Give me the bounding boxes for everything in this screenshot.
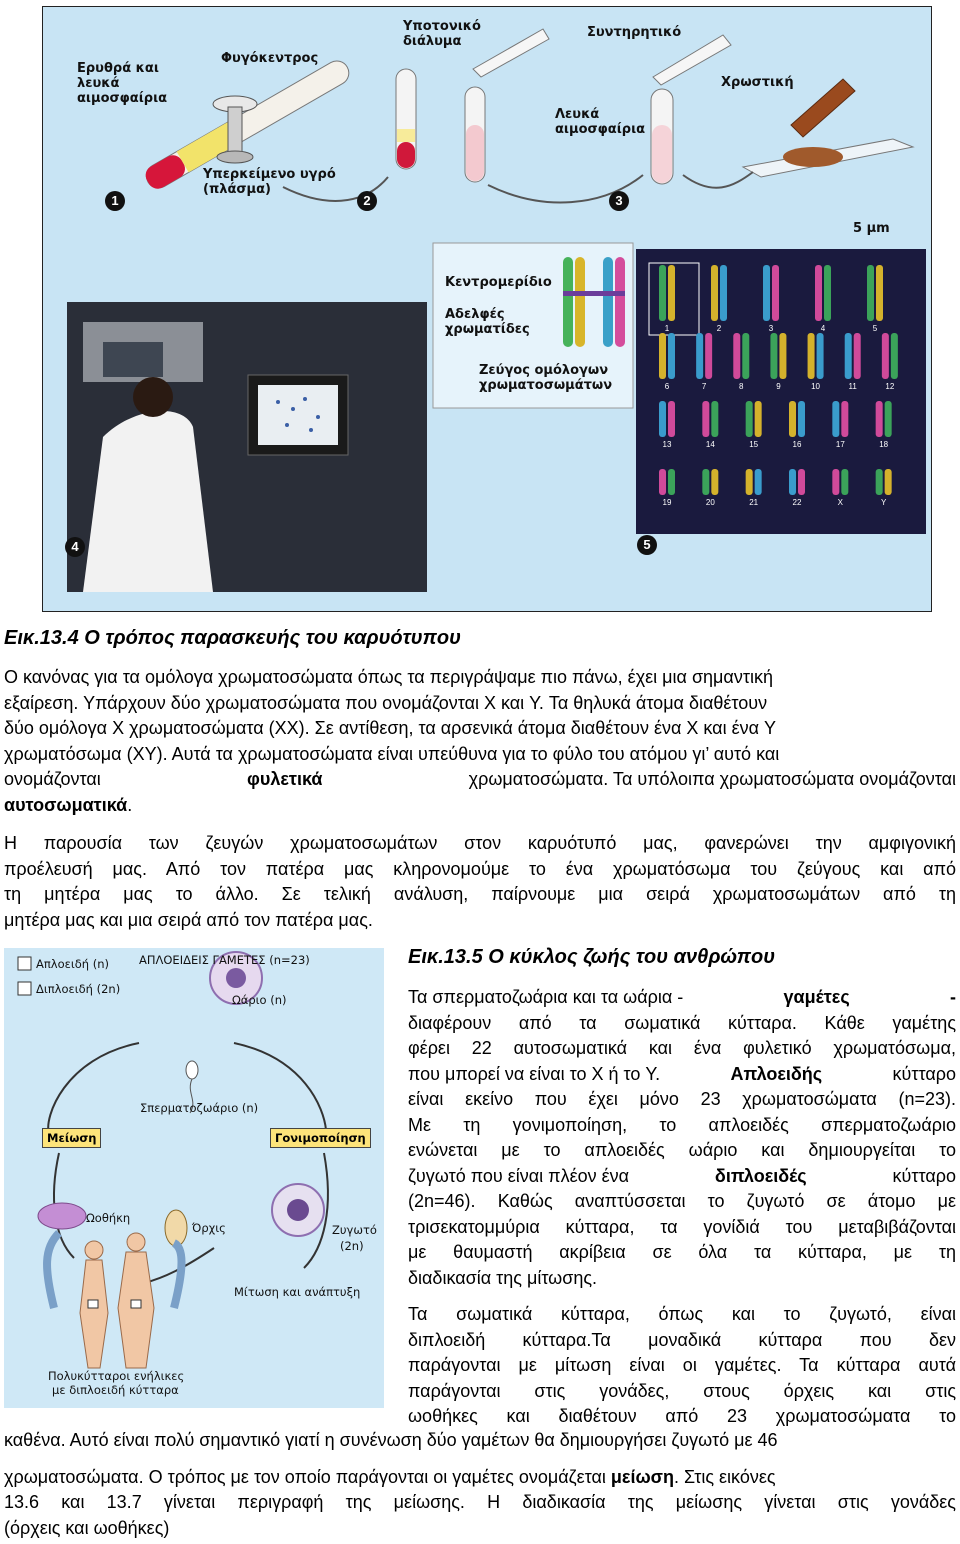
p1-bold-term: φυλετικά: [247, 769, 323, 789]
p3-line: διαφέρουν από τα σωματικά κύτταρα. Κάθε γαμέτης: [408, 1012, 956, 1033]
karyotype-number: 3: [768, 324, 774, 333]
karyotype-chromosome: [789, 401, 796, 437]
karyotype-chromosome: [763, 265, 770, 321]
karyotype-chromosome: [798, 469, 805, 495]
legend-haploid: Απλοειδή (n): [36, 957, 109, 971]
p4-line: διπλοειδή κύτταρα.Τα μοναδικά κύτταρα που δεν: [408, 1329, 956, 1350]
paragraph-inheritance: [4, 831, 956, 933]
karyotype-number: 12: [885, 382, 895, 391]
p3-line: (2n=46). Καθώς αναπτύσσεται το ζυγωτό σε άτομο με: [408, 1191, 956, 1211]
karyotype-number: 16: [792, 440, 802, 449]
karyotype-number: 13: [662, 440, 672, 449]
p3-line: με θαυμαστή ακρίβεια σε όλα τα κύτταρα, με τη: [408, 1242, 956, 1262]
adults-label: Πολυκύτταροι ενήλικες: [48, 1369, 185, 1383]
p3-line: [408, 1164, 956, 1190]
p3-bold-term: διπλοειδές: [714, 1165, 807, 1186]
p4-line: [4, 1465, 956, 1491]
karyotype-chromosome: [668, 265, 675, 321]
karyotype-chromosome: [885, 469, 892, 495]
p4-bold-term: μείωση: [610, 1466, 674, 1487]
karyotype-chromosome: [711, 265, 718, 321]
karyotype-chromosome: [742, 333, 749, 379]
karyotype-number: 14: [705, 440, 715, 449]
karyotype-chromosome: [696, 333, 703, 379]
p3-bold-term: Απλοειδής: [730, 1063, 823, 1084]
karyotype-number: 19: [662, 498, 672, 507]
karyotype-chromosome: [891, 333, 898, 379]
meiosis-box: Μείωση: [42, 1128, 101, 1148]
karyotype-chromosome: [798, 401, 805, 437]
karyotype-number: X: [837, 498, 844, 507]
ovary-label: Ωοθήκη: [86, 1211, 131, 1225]
karyotype-chromosome: [668, 469, 675, 495]
p2-line: τη μητέρα μας το άλλο. Σε τελική ανάλυση, παίρνουμε μια σειρά χρωματοσωμάτων από τη: [4, 884, 956, 904]
karyotype-chromosome: [885, 401, 892, 437]
karyotype-chromosome: [876, 469, 883, 495]
p1-line: [4, 793, 956, 819]
p2-line: προέλευσή μας. Από τον πατέρα μας κληρονομούμε το ένα χρωματόσωμα του ζεύγους και από: [4, 858, 956, 879]
p4-line: ωοθήκες και διαθέτουν από 23 χρωματοσώματα το: [408, 1406, 956, 1426]
haploid-gametes-title: ΑΠΛΟΕΙΔΕΙΣ ΓΑΜΕΤΕΣ (n=23): [139, 953, 310, 967]
life-cycle-figure: [4, 948, 384, 1408]
karyotype-chromosome: [832, 401, 839, 437]
p1-line: χρωματόσωμα (XY). Αυτά τα χρωματοσώματα είναι υπεύθυνα για το φύλο του ατόμου γι’ αυτό και: [4, 743, 780, 764]
karyotype-chromosome: [711, 469, 718, 495]
karyotype-chromosome: [845, 333, 852, 379]
karyotype-number: 8: [739, 382, 744, 391]
karyotype-chromosome: [779, 333, 786, 379]
homolog-pair-label: Ζεύγος ομόλογων χρωματοσωμάτων: [479, 363, 613, 393]
p4-line: 13.6 και 13.7 γίνεται περιγραφή της μείωσης. Η διαδικασία της μείωσης γίνεται στις γονάδες: [4, 1492, 956, 1512]
centromere-label: Κεντρομερίδιο: [445, 275, 552, 290]
karyotype-number: 5: [872, 324, 878, 333]
p4-line: παράγονται με μίτωση είναι οι γαμέτες. Τα κύτταρα αυτά: [408, 1355, 956, 1375]
p3-text: -: [950, 987, 956, 1007]
karyotype-number: 1: [664, 324, 670, 333]
p4-text: . Στις εικόνες: [673, 1466, 776, 1487]
p4-line: (όρχεις και ωοθήκες): [4, 1517, 170, 1538]
karyotype-chromosome: [867, 265, 874, 321]
karyotype-number: 4: [820, 324, 826, 333]
paragraph-sex-chromosomes: [4, 665, 956, 818]
karyotype-chromosome: [876, 401, 883, 437]
adults-label-2: με διπλοειδή κύτταρα: [52, 1383, 179, 1397]
karyotype-number: 9: [776, 382, 781, 391]
karyotype-chromosome: [772, 265, 779, 321]
p3-bold-term: γαμέτες: [783, 987, 850, 1007]
figure-13-4-caption: Εικ.13.4 Ο τρόπος παρασκευής του καρυότυπου: [4, 627, 461, 649]
karyotype-chromosome: [659, 401, 666, 437]
karyotype-chromosome: [702, 469, 709, 495]
centrifuge-label: Φυγόκεντρος: [221, 51, 319, 66]
p3-text: κύτταρο: [892, 1063, 956, 1084]
preservative-label: Συντηρητικό: [587, 25, 682, 40]
karyotype-chromosome: [733, 333, 740, 379]
life-cycle-illustration: [4, 948, 384, 1408]
karyotype-number: 22: [792, 498, 802, 507]
karyotype-chromosome: [705, 333, 712, 379]
karyotype-chromosome: [702, 401, 709, 437]
p3-text: κύτταρο: [892, 1165, 956, 1186]
karyotype-chromosome: [711, 401, 718, 437]
karyotype-chromosome: [815, 265, 822, 321]
p3-text: που μπορεί να είναι το X ή το Y.: [408, 1063, 661, 1084]
sperm-label: Σπερματοζωάριο (n): [140, 1101, 259, 1115]
p1-text: ονομάζονται: [4, 769, 101, 789]
rbc-wbc-label: Ερυθρά και λευκά αιμοσφαίρια: [77, 61, 168, 106]
karyotype-chromosome: [841, 469, 848, 495]
karyotype-chromosome: [808, 333, 815, 379]
paragraph-meiosis-a: [408, 1302, 956, 1430]
karyotype-number: 21: [749, 498, 759, 507]
paragraph-gametes: [408, 985, 956, 1291]
karyotype-chromosome: [854, 333, 861, 379]
p3-line: φέρει 22 αυτοσωματικά και ένα φυλετικό χρωματόσωμα,: [408, 1038, 956, 1058]
paragraph-meiosis-b: [4, 1428, 956, 1541]
mitosis-label: Μίτωση και ανάπτυξη: [234, 1285, 361, 1299]
p4-line: καθένα. Αυτό είναι πολύ σημαντικό γιατί η συνένωση δύο γαμέτων θα δημιουργήσει ζυγωτό με 46: [4, 1430, 778, 1450]
step-2-badge: 2: [357, 191, 377, 211]
karyotype-number: 2: [716, 324, 722, 333]
hypotonic-label: Υποτονικό διάλυμα: [403, 19, 481, 49]
karyotype-number: 7: [701, 382, 707, 391]
p4-line: Τα σωματικά κύτταρα, όπως και το ζυγωτό, είναι: [408, 1304, 956, 1324]
karyotype-chromosome: [876, 265, 883, 321]
p1-line: δύο ομόλογα X χρωματοσώματα (XX). Σε αντίθεση, τα αρσενικά άτομα διαθέτουν ένα X και ένα Y: [4, 718, 777, 738]
karyotype-chromosome: [770, 333, 777, 379]
karyotype-chromosome: [659, 333, 666, 379]
karyotype-number: 20: [705, 498, 715, 507]
p1-bold-term: αυτοσωματικά: [4, 794, 128, 815]
karyotype-chromosome: [832, 469, 839, 495]
karyotype-number: 11: [848, 382, 857, 391]
step-4-badge: 4: [65, 537, 85, 557]
karyotype-chromosome: [755, 469, 762, 495]
karyotype-chromosome: [659, 469, 666, 495]
p1-text: χρωματοσώματα. Τα υπόλοιπα χρωματοσώματα ονομάζονται: [468, 769, 956, 789]
p1-line: [4, 767, 956, 793]
karyotype-chromosome: [668, 401, 675, 437]
testis-label: Όρχις: [192, 1221, 226, 1235]
p3-line: ενώνεται με το απλοειδές ωάριο και δημιουργείται το: [408, 1140, 956, 1160]
p1-line: εξαίρεση. Υπάρχουν δύο χρωματοσώματα που ονομάζονται X και Y. Τα θηλυκά άτομα διαθέτουν: [4, 692, 768, 713]
p3-line: διαδικασία της μίτωσης.: [408, 1267, 598, 1288]
karyotype-chromosome: [824, 265, 831, 321]
step-5-badge: 5: [637, 535, 657, 555]
karyotype-chromosome: [841, 401, 848, 437]
figure-13-5-caption: Εικ.13.5 Ο κύκλος ζωής του ανθρώπου: [408, 946, 776, 968]
p3-text: ζυγωτό που είναι πλέον ένα: [408, 1165, 630, 1186]
p1-text: .: [127, 794, 133, 815]
p3-text: Τα σπερματοζωάρια και τα ωάρια -: [408, 987, 684, 1007]
p3-line: Με τη γονιμοποίηση, το απλοειδές σπερματοζωάριο: [408, 1114, 956, 1135]
karyotype-number: 18: [879, 440, 889, 449]
p4-line: παράγονται στις γονάδες, στους όρχεις και στις: [408, 1380, 956, 1401]
karyotype-chromosome: [755, 401, 762, 437]
p2-line: Η παρουσία των ζευγών χρωματοσωμάτων στον καρυότυπό μας, φανερώνει την αμφιγονική: [4, 833, 956, 853]
karyotype-chromosome: [882, 333, 889, 379]
ovum-label: Ωάριο (n): [232, 993, 287, 1007]
karyotype-chromosome: [746, 401, 753, 437]
karyotype-chromosome: [817, 333, 824, 379]
p2-line: μητέρα μας και μια σειρά από τον πατέρα μας.: [4, 909, 373, 930]
stain-label: Χρωστική: [721, 75, 794, 90]
p3-line: τρισεκατομμύρια κύτταρα, τα γονίδιά του μεταβιβάζονται: [408, 1216, 956, 1237]
legend-diploid: Διπλοειδή (2n): [36, 982, 121, 996]
karyotype-chromosome: [659, 265, 666, 321]
wbc-label: Λευκά αιμοσφαίρια: [555, 107, 646, 137]
karyotype-number: 15: [749, 440, 759, 449]
plasma-label: Υπερκείμενο υγρό (πλάσμα): [203, 167, 336, 197]
karyotype-figure: [42, 6, 932, 612]
karyotype-chromosome: [720, 265, 727, 321]
karyotype-chromosome: [746, 469, 753, 495]
p4-text: χρωματοσώματα. Ο τρόπος με τον οποίο παράγονται οι γαμέτες ονομάζεται: [4, 1466, 606, 1487]
p1-line: Ο κανόνας για τα ομόλογα χρωματοσώματα όπως τα περιγράψαμε πιο πάνω, έχει μια σημαντική: [4, 667, 773, 687]
karyotype-chromosome: [789, 469, 796, 495]
karyotype-chromosome: [668, 333, 675, 379]
karyotype-number: 6: [664, 382, 670, 391]
scale-label: 5 μm: [853, 221, 890, 236]
karyotype-number: 10: [811, 382, 821, 391]
p3-line: [408, 985, 956, 1011]
p3-line: [408, 1062, 956, 1088]
fertilization-box: Γονιμοποίηση: [270, 1128, 371, 1148]
karyotype-number: 17: [835, 440, 845, 449]
p3-line: είναι εκείνο που έχει μόνο 23 χρωματοσώματα (n=23).: [408, 1089, 956, 1109]
zygote-label: Ζυγωτό: [332, 1223, 377, 1237]
karyotype-number: Y: [880, 498, 887, 507]
step-3-badge: 3: [609, 191, 629, 211]
step-1-badge: 1: [105, 191, 125, 211]
sister-chromatids-label: Αδελφές χρωματίδες: [445, 307, 530, 337]
zygote-ploidy-label: (2n): [340, 1239, 364, 1253]
